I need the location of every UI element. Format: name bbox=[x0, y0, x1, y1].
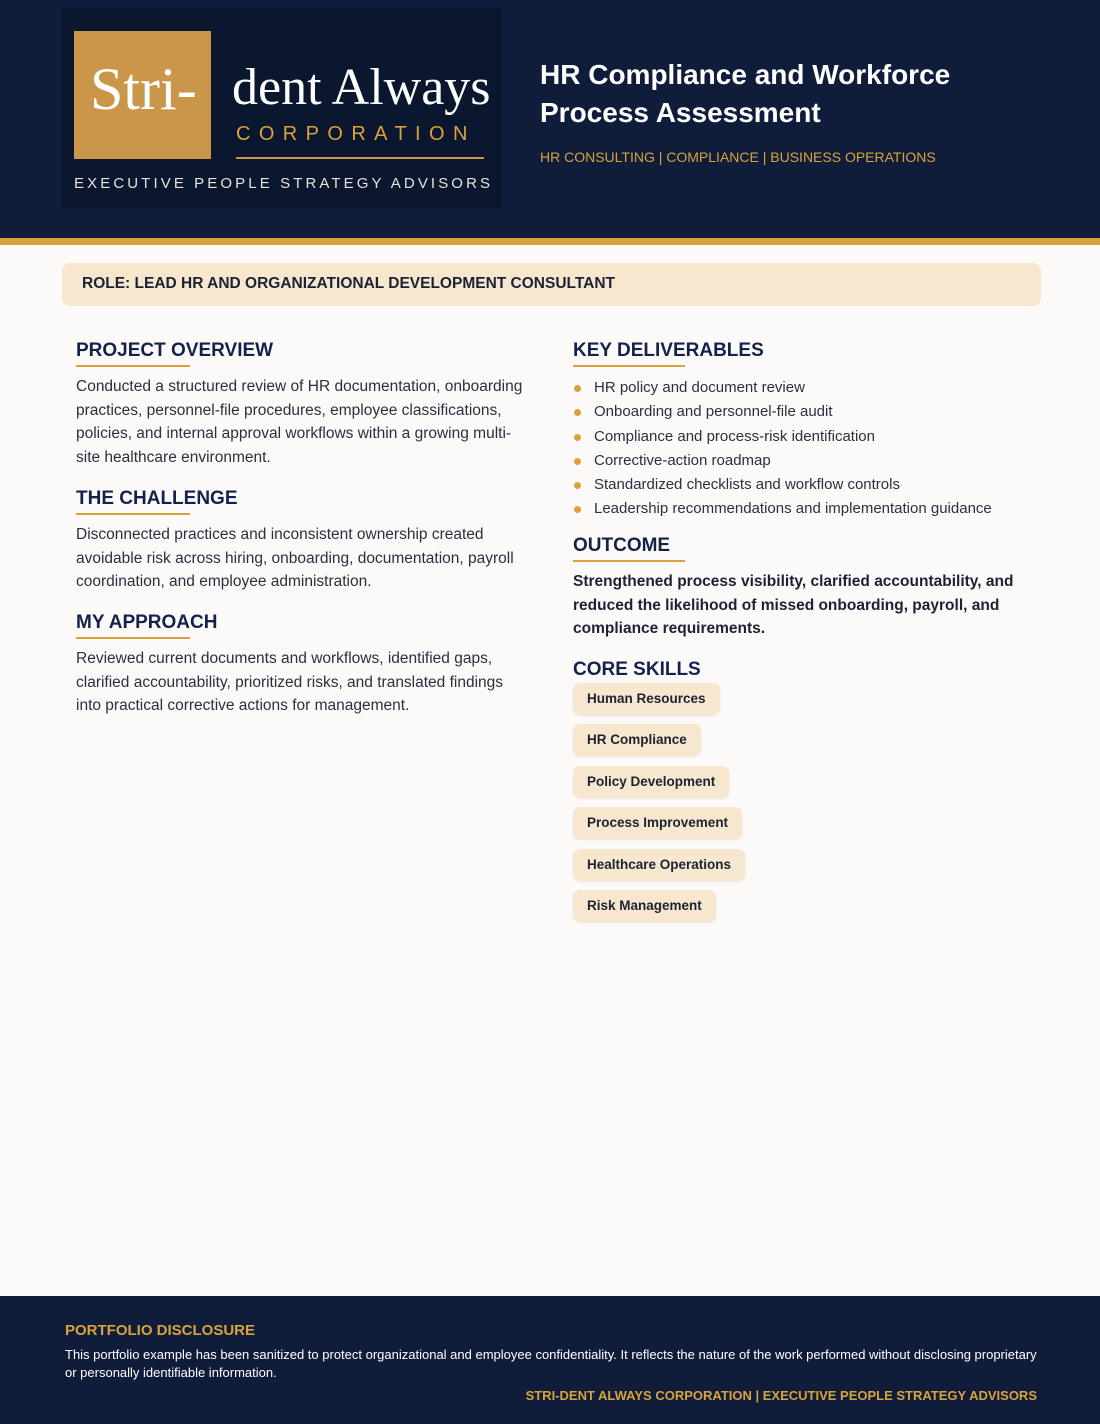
document-subtitle: HR CONSULTING | COMPLIANCE | BUSINESS OPERATIONS bbox=[540, 149, 936, 165]
outcome-heading: OUTCOME bbox=[573, 535, 671, 556]
logo-tagline: EXECUTIVE PEOPLE STRATEGY ADVISORS bbox=[74, 175, 494, 192]
outcome-text: Strengthened process visibility, clarified accountability, and reduced the likelihood of missed onboarding, payroll, and compliance requirements. bbox=[573, 573, 1014, 637]
logo-corporation: CORPORATION bbox=[236, 123, 476, 145]
core-skills-heading: CORE SKILLS bbox=[573, 659, 701, 680]
bullet-dot-icon bbox=[574, 482, 581, 489]
outcome-underline bbox=[573, 560, 685, 562]
challenge-text: Disconnected practices and inconsistent ownership created avoidable risk across hiring, onboarding, documentation, payroll coordination, and employee administration. bbox=[76, 526, 514, 590]
bullet-dot-icon bbox=[574, 434, 581, 441]
document-title-line-2: Process Assessment bbox=[540, 97, 821, 128]
footer-disclosure-text: This portfolio example has been sanitized to protect organizational and employee confidentiality. It reflects the nature of the work performed without disclosing proprietary or personally identifiable information. bbox=[65, 1347, 1037, 1380]
approach-underline bbox=[76, 637, 190, 639]
footer-disclosure-heading: PORTFOLIO DISCLOSURE bbox=[65, 1322, 256, 1339]
project-overview-heading: PROJECT OVERVIEW bbox=[76, 340, 274, 361]
header-gold-rule bbox=[0, 238, 1100, 245]
bullet-dot-icon bbox=[574, 409, 581, 416]
key-deliverables-list bbox=[573, 376, 1033, 522]
approach-text: Reviewed current documents and workflows, identified gaps, clarified accountability, prioritized risks, and translated findings into practical corrective actions for management. bbox=[76, 650, 504, 714]
skill-tag: HR Compliance bbox=[573, 724, 701, 756]
document-title-line-1: HR Compliance and Workforce bbox=[540, 59, 951, 90]
skill-tag: Policy Development bbox=[573, 766, 729, 798]
bullet-dot-icon bbox=[574, 458, 581, 465]
skill-tag: Human Resources bbox=[573, 683, 720, 715]
logo-wordmark: dent Always bbox=[232, 59, 491, 116]
list-item: Onboarding and personnel-file audit bbox=[573, 400, 1033, 424]
skill-tag: Process Improvement bbox=[573, 807, 742, 839]
challenge-heading: THE CHALLENGE bbox=[76, 488, 238, 509]
list-item: HR policy and document review bbox=[573, 376, 1033, 400]
bullet-dot-icon bbox=[574, 385, 581, 392]
list-item: Standardized checklists and workflow controls bbox=[573, 473, 1033, 497]
project-overview-text: Conducted a structured review of HR documentation, onboarding practices, personnel-file procedures, employee classifications, policies, and internal approval workflows within a growing multi-site healthcare environment. bbox=[76, 378, 523, 466]
approach-heading: MY APPROACH bbox=[76, 612, 218, 633]
bullet-dot-icon bbox=[574, 506, 581, 513]
list-item: Leadership recommendations and implementation guidance bbox=[573, 497, 1033, 521]
skill-tag: Risk Management bbox=[573, 890, 716, 922]
footer-brand-line: STRI-DENT ALWAYS CORPORATION | EXECUTIVE PEOPLE STRATEGY ADVISORS bbox=[525, 1388, 1037, 1403]
logo-mark-text: Stri- bbox=[90, 56, 197, 122]
key-deliverables-heading: KEY DELIVERABLES bbox=[573, 340, 764, 361]
skill-tag: Healthcare Operations bbox=[573, 849, 745, 881]
key-deliverables-underline bbox=[573, 365, 685, 367]
challenge-underline bbox=[76, 513, 190, 515]
list-item: Corrective-action roadmap bbox=[573, 449, 1033, 473]
document-title bbox=[540, 56, 1060, 132]
logo-divider bbox=[236, 157, 484, 159]
list-item: Compliance and process-risk identification bbox=[573, 425, 1033, 449]
role-label: ROLE: LEAD HR AND ORGANIZATIONAL DEVELOPMENT CONSULTANT bbox=[82, 275, 616, 292]
project-overview-underline bbox=[76, 365, 190, 367]
